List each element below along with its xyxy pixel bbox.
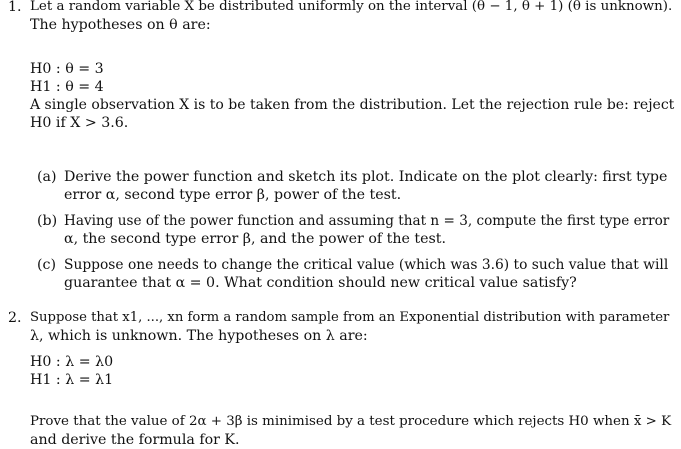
- q2-prove-line1: Prove that the value of 2α + 3β is minimised by a test procedure which rejects H0 when x̄ > K: [30, 414, 672, 429]
- q1a-label: (a): [37, 169, 57, 185]
- q1-rule-line2: H0 if X > 3.6.: [30, 115, 129, 131]
- q2-line2: λ, which is unknown. The hypotheses on λ are:: [30, 328, 368, 344]
- q1b-label: (b): [37, 213, 58, 229]
- q1-hypothesis-h1: H1 : θ = 4: [30, 79, 104, 95]
- q1-rule-line1: A single observation X is to be taken from the distribution. Let the rejection rule be: reject: [30, 97, 675, 113]
- q1a-line2: error α, second type error β, power of the test.: [64, 187, 402, 203]
- q1b-line2: α, the second type error β, and the power of the test.: [64, 231, 446, 247]
- q1-line1: Let a random variable X be distributed uniformly on the interval (θ − 1, θ + 1) (θ is unknown).: [30, 0, 673, 14]
- q1-line2: The hypotheses on θ are:: [30, 17, 211, 33]
- q1a-line1: Derive the power function and sketch its plot. Indicate on the plot clearly: first type: [64, 169, 668, 185]
- q2-hypothesis-h1: H1 : λ = λ1: [30, 372, 114, 388]
- q1c-line2: guarantee that α = 0. What condition should new critical value satisfy?: [64, 275, 577, 291]
- q2-number: 2.: [8, 310, 22, 326]
- q2-hypothesis-h0: H0 : λ = λ0: [30, 354, 114, 370]
- q1-number: 1.: [8, 0, 22, 15]
- q1-hypothesis-h0: H0 : θ = 3: [30, 61, 104, 77]
- q1b-line1: Having use of the power function and assuming that n = 3, compute the first type error: [64, 213, 670, 229]
- q2-line1: Suppose that x1, ..., xn form a random sample from an Exponential distribution with parameter: [30, 310, 670, 325]
- q1c-label: (c): [37, 257, 57, 273]
- q1c-line1: Suppose one needs to change the critical value (which was 3.6) to such value that will: [64, 257, 669, 273]
- q2-prove-line2: and derive the formula for K.: [30, 432, 240, 448]
